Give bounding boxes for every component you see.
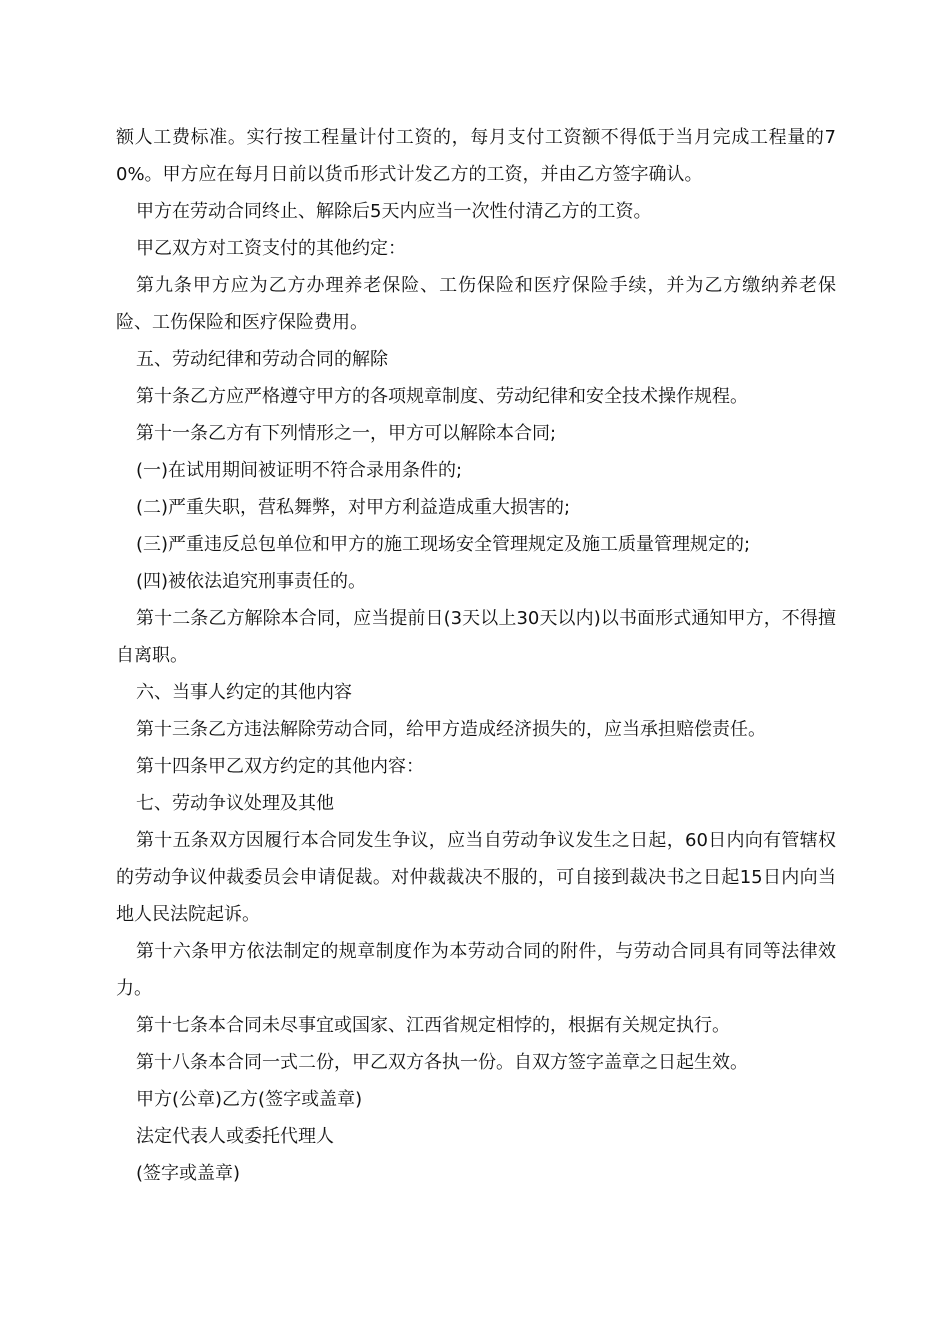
list-item-1: (一)在试用期间被证明不符合录用条件的; <box>136 460 463 481</box>
signature-seal-line: (签字或盖章) <box>136 1163 241 1184</box>
paragraph-article-15: 第十五条双方因履行本合同发生争议，应当自劳动争议发生之日起，60日内向有管辖权的劳动争议仲裁委员会申请促裁。对仲裁裁决不服的，可自接到裁决书之日起15日内向当地人民法院起诉。 <box>116 830 836 925</box>
paragraph-article-13: 第十三条乙方违法解除劳动合同，给甲方造成经济损失的，应当承担赔偿责任。 <box>136 719 766 740</box>
paragraph-article-14: 第十四条甲乙双方约定的其他内容： <box>136 756 424 777</box>
paragraph-other-wage-agreement: 甲乙双方对工资支付的其他约定： <box>136 238 406 259</box>
paragraph-article-12: 第十二条乙方解除本合同，应当提前日(3天以上30天以内)以书面形式通知甲方，不得擅自离职。 <box>116 608 836 666</box>
list-item-2: (二)严重失职，营私舞弊，对甲方利益造成重大损害的; <box>136 497 571 518</box>
paragraph-final-wage-payment: 甲方在劳动合同终止、解除后5天内应当一次性付清乙方的工资。 <box>136 201 652 222</box>
paragraph-article-10: 第十条乙方应严格遵守甲方的各项规章制度、劳动纪律和安全技术操作规程。 <box>136 386 748 407</box>
paragraph-wage-standard: 额人工费标准。实行按工程量计付工资的，每月支付工资额不得低于当月完成工程量的70%。甲方应在每月日前以货币形式计发乙方的工资，并由乙方签字确认。 <box>116 127 836 185</box>
paragraph-article-9: 第九条甲方应为乙方办理养老保险、工伤保险和医疗保险手续，并为乙方缴纳养老保险、工伤保险和医疗保险费用。 <box>116 275 836 333</box>
paragraph-article-16: 第十六条甲方依法制定的规章制度作为本劳动合同的附件，与劳动合同具有同等法律效力。 <box>116 941 836 999</box>
document-body <box>116 119 836 1192</box>
paragraph-article-17: 第十七条本合同未尽事宜或国家、江西省规定相悖的，根据有关规定执行。 <box>136 1015 730 1036</box>
list-item-4: (四)被依法追究刑事责任的。 <box>136 571 367 592</box>
section-heading-6: 六、当事人约定的其他内容 <box>136 682 352 703</box>
section-heading-5: 五、劳动纪律和劳动合同的解除 <box>136 349 388 370</box>
signature-representative-line: 法定代表人或委托代理人 <box>136 1126 334 1147</box>
section-heading-7: 七、劳动争议处理及其他 <box>136 793 334 814</box>
signature-parties-line: 甲方(公章)乙方(签字或盖章) <box>136 1089 363 1110</box>
paragraph-article-18: 第十八条本合同一式二份，甲乙双方各执一份。自双方签字盖章之日起生效。 <box>136 1052 748 1073</box>
paragraph-article-11: 第十一条乙方有下列情形之一，甲方可以解除本合同; <box>136 423 557 444</box>
list-item-3: (三)严重违反总包单位和甲方的施工现场安全管理规定及施工质量管理规定的; <box>136 534 751 555</box>
